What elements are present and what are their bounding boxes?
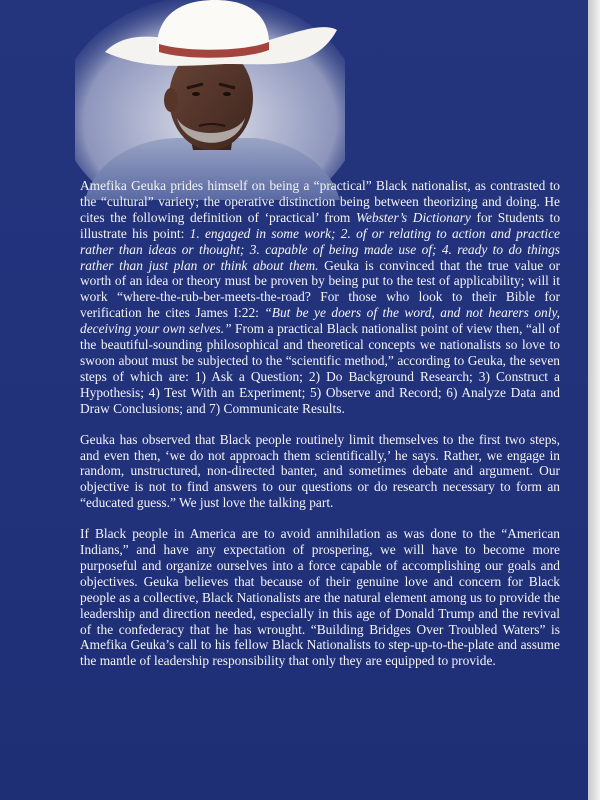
text-segment: From a practical Black nationalist point of view then, “all of the beautiful-sounding philosophical and theoretical concepts we nationalists so love to swoon about must be subjected to the “scientific method,” according to Geuka, the seven steps of which are: 1) Ask a Question; 2) Do Background Research; 3) Construct a Hypothesis; 4) Test With an Experiment; 5) Observe and Record; 6) Analyze Data and Draw Conclusions; and 7) Communicate Results.: [80, 321, 560, 416]
text-segment: “But be ye doers of the word, and not hearers only, deceiving your own selves.”: [80, 305, 560, 337]
text-segment: 1. engaged in some work; 2. of or relating to action and practice rather than ideas or thought; 3. capable of being made use of; 4. ready to do things rather than just plan or think about them.: [80, 225, 560, 273]
text-segment: Geuka has observed that Black people routinely limit themselves to the first two steps, and even then, ‘we do not approach them scientifically,’ he says. Rather, we engage in random, unstructured, non-directed banter, and sometimes debate and argument. Our objective is not to find answers to our questions or do research necessary to form an “educated guess.” We just love the talking part.: [80, 431, 560, 511]
text-segment: Amefika Geuka prides himself on being a “practical” Black nationalist, as contrasted to the “cultural” variety; the operative distinction being between theorizing and doing. He cites the following definition of ‘practical’ from: [80, 178, 560, 225]
author-portrait-photo: [75, 0, 345, 200]
text-segment: Geuka is convinced that the true value or worth of an idea or theory must be proven by being put to the test of applicability; will it work “where-the-rub-ber-meets-the-road? For those who look to their Bible for verification he cites James I:22:: [80, 257, 560, 321]
text-segment: Webster’s Dictionary: [356, 209, 471, 225]
body-text: [80, 178, 560, 684]
paragraph-3: [80, 526, 560, 669]
text-segment: for Students to illustrate his point:: [80, 209, 561, 241]
page-edge: [588, 0, 600, 800]
paragraph-2: [80, 432, 560, 512]
text-segment: If Black people in America are to avoid annihilation as was done to the “American Indians,” and have any expectation of prospering, we will have to become more purposeful and organize ourselves into a force capable of accomplishing our goals and objectives. Geuka believes that because of their genuine love and concern for Black people as a collective, Black Nationalists are the natural element among us to provide the leadership and direction needed, especially in this age of Donald Trump and the revival of the confederacy that he has wrought. “Building Bridges Over Troubled Waters” is Amefika Geuka’s call to his fellow Black Nationalists to step-up-to-the-plate and assume the mantle of leadership responsibility that only they are equipped to provide.: [80, 526, 560, 669]
paragraph-1: [80, 178, 560, 417]
